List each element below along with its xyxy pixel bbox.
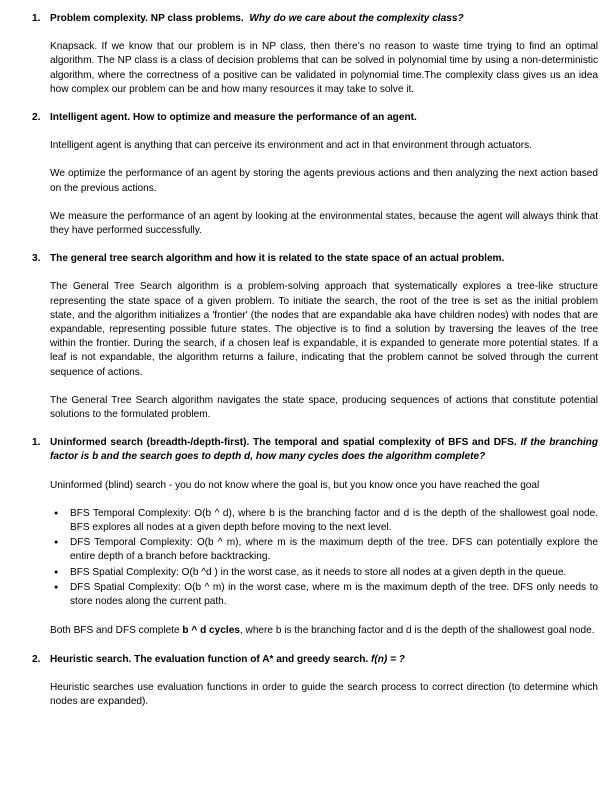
- question-1-number: 1.: [32, 13, 41, 24]
- question-5-title: Heuristic search. The evaluation function of A* and greedy search.: [50, 653, 369, 665]
- conclusion-bold-cycles: b ^ d cycles: [182, 625, 240, 637]
- list-item-dfs-spatial: ● DFS Spatial Complexity: O(b ^ m) in the worst case, where m is the maximum depth of the tree. DFS only needs to store nodes along the current path.: [70, 581, 598, 609]
- list-item-bfs-temporal: ● BFS Temporal Complexity: O(b ^ d), where b is the branching factor and d is the depth of the shallowest goal node. BFS explores all nodes at a given depth before moving to the next level.: [70, 507, 598, 535]
- list-item-bfs-spatial: ● BFS Spatial Complexity: O(b ^d ) in the worst case, as it needs to store all nodes at a given depth in the queue.: [70, 566, 598, 580]
- question-5-italic: f(n) = ?: [371, 653, 405, 665]
- question-3-title: The general tree search algorithm and how it is related to the state space of an actual problem.: [50, 253, 505, 265]
- question-2-heading: [32, 111, 598, 125]
- question-5-heading: [32, 653, 598, 667]
- question-2-answer-optimize: We optimize the performance of an agent by storing the agents previous actions and then analyzing the next action based on the previous actions.: [50, 168, 598, 194]
- question-4-conclusion: [50, 624, 598, 638]
- list-item-dfs-temporal: ● DFS Temporal Complexity: O(b ^ m), where m is the maximum depth of the tree. DFS can potentially explore the entire depth of a branch before backtracking.: [70, 536, 598, 564]
- question-2-title: Intelligent agent. How to optimize and measure the performance of an agent.: [50, 112, 417, 124]
- question-4-italic: If the branching factor is b and the search goes to depth d, how many cycles does the algorithm complete?: [50, 437, 599, 463]
- question-5-answer: Heuristic searches use evaluation functions in order to guide the search process to correct direction (to determine which nodes are expanded).: [50, 681, 598, 707]
- question-2-answer-measure: We measure the performance of an agent by looking at the environmental states, because the agent will always think that they have performed successfully.: [50, 210, 598, 237]
- question-4-heading: [32, 436, 599, 464]
- question-1-title: Problem complexity. NP class problems.: [50, 13, 244, 24]
- question-3-number: 3.: [32, 253, 41, 265]
- conclusion-text-start: Both BFS and DFS complete: [50, 625, 183, 637]
- question-4-number: 1.: [32, 437, 41, 449]
- question-3-answer-summary: The General Tree Search algorithm navigates the state space, producing sequences of actions that constitute potential solutions to the formulated problem.: [50, 394, 598, 421]
- question-2-number: 2.: [32, 112, 41, 124]
- conclusion-text-end: , where b is the branching factor and d is the depth of the shallowest goal node.: [239, 625, 595, 637]
- question-1-heading: [32, 12, 598, 26]
- complexity-bullet-list: [50, 507, 598, 609]
- question-2-answer-definition: Intelligent agent is anything that can perceive its environment and act in that environment through actuators.: [50, 140, 532, 152]
- question-4-title: Uninformed search (breadth-/depth-first). The temporal and spatial complexity of BFS and DFS.: [50, 437, 517, 449]
- question-5-number: 2.: [32, 653, 41, 665]
- question-1-italic: Why do we care about the complexity class?: [249, 13, 464, 24]
- question-4-intro: Uninformed (blind) search - you do not know where the goal is, but you know once you have reached the goal: [50, 479, 540, 491]
- question-3-answer-description: The General Tree Search algorithm is a problem-solving approach that systematically explores a tree-like structure representing the state space of a given problem. To initiate the search, the root of the tree is set as the initial problem state, and the algorithm initializes a 'frontier' (the nodes that are expandable aka have children nodes) with nodes that are expandable, representing possible future states. The objective is to find a solution by traversing the leaves of the tree within the frontier. During the search, if a chosen leaf is expandable, it is expanded to generate more potential states. If a leaf is not expandable, the algorithm returns a failure, indicating that the problem cannot be solved through the current sequence of actions.: [50, 281, 598, 378]
- question-3-heading: [32, 252, 598, 266]
- question-1-answer: Knapsack. If we know that our problem is in NP class, then there’s no reason to waste time trying to find an optimal algorithm. The NP class is a class of decision problems that can be solved in polynomial time by using a non-deterministic algorithm, where the correctness of a positive can be validated in polynomial time.The complexity class gives us an idea how complex our problem can be and how many resources it may take to solve it.: [50, 41, 598, 95]
